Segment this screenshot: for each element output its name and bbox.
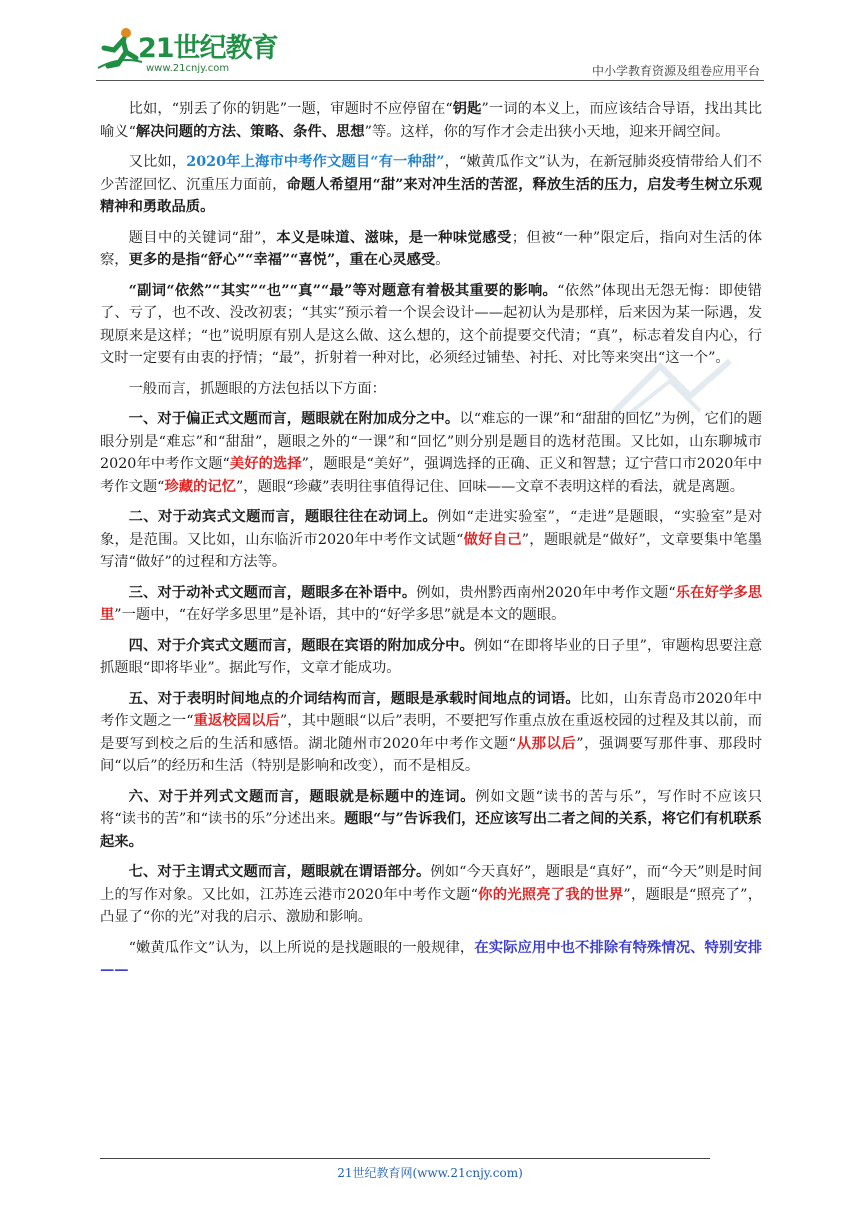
body-text: ”，题眼就是“做好”，文章要集中笔墨写清“做好”的过程和方法等。 <box>100 531 762 570</box>
emphasis-text: 2020年上海市中考作文题目“有一种甜” <box>186 154 445 170</box>
body-text: 比如，“别丢了你的钥匙”一题，审题时不应停留在“ <box>128 101 453 117</box>
emphasis-text: 一、对于偏正式文题而言，题眼就在附加成分之中。 <box>128 411 460 427</box>
emphasis-text: 命题人希望用“甜”来对冲生活的苦涩，释放生活的压力，启发考生树立乐观精神和勇敢品质。 <box>100 176 762 215</box>
paragraph <box>100 280 762 370</box>
header-divider <box>96 80 764 81</box>
paragraph <box>100 151 762 219</box>
paragraph <box>100 582 762 627</box>
body-text: 例如“今天真好”，题眼是“真好”，而“今天”则是时间上的写作对象。又比如，江苏连云港市2020年中考作文题“ <box>100 864 762 903</box>
body-text: ”，其中题眼“以后”表明，不要把写作重点放在重返校园的过程及其以前，而是要写到校之后的生活和感悟。湖北随州市2020年中考作文题“ <box>100 713 762 752</box>
logo <box>96 24 278 78</box>
emphasis-text: “副词“依然”“其实”“也”“真”“最”等对题意有着极其重要的影响。 <box>128 282 558 299</box>
emphasis-text: 做好自己 <box>463 531 522 548</box>
emphasis-text: 三、对于动补式文题而言，题眼多在补语中。 <box>128 584 417 601</box>
body-text: 以“难忘的一课”和“甜甜的回忆”为例，它们的题眼分别是“难忘”和“甜甜”，题眼之外的“一课”和“回忆”则分别是题目的选材范围。又比如，山东聊城市2020年中考作文题“ <box>100 411 762 472</box>
body-text: ；但被“一种”限定后，指向对生活的体察， <box>100 229 763 268</box>
logo-url: www.21cnjy.com <box>146 63 230 74</box>
body-text: 题目中的关键词“甜”， <box>128 229 277 246</box>
emphasis-text: 七、对于主谓式文题而言，题眼就在谓语部分。 <box>128 864 431 880</box>
emphasis-text: 二、对于动宾式文题而言，题眼往往在动词上。 <box>128 509 438 525</box>
header-platform-text: 中小学教育资源及组卷应用平台 <box>591 64 760 78</box>
body-text: ”，强调要写那件事、那段时间“以后”的经历和生活（特别是影响和改变），而不是相反。 <box>100 735 762 774</box>
paragraph <box>100 506 762 574</box>
emphasis-text: 解决问题的方法、策略、条件、思想 <box>135 123 365 140</box>
paragraph <box>100 861 762 929</box>
emphasis-text: 更多的是指“舒心”“幸福”“喜悦”，重在心灵感受 <box>128 252 436 268</box>
body-text: ，“嫩黄瓜作文”认为，在新冠肺炎疫情带给人们不少苦涩回忆、沉重压力面前， <box>100 154 762 193</box>
body-text: ”等。这样，你的写作才会走出狭小天地，迎来开阔空间。 <box>364 123 730 140</box>
body-text: 例如“在即将毕业的日子里”，审题构思要注意抓题眼“即将毕业”。据此写作，文章才能成功。 <box>100 637 763 676</box>
body-text: 又比如， <box>128 154 187 170</box>
emphasis-text: 钥匙 <box>452 101 482 117</box>
body-text: “嫩黄瓜作文”认为，以上所说的是找题眼的一般规律， <box>128 939 475 956</box>
paragraph <box>100 786 762 854</box>
emphasis-text: 本义是味道、滋味，是一种味觉感受 <box>276 229 512 246</box>
logo-text: 21世纪教育 <box>138 33 278 64</box>
body-text: 例如“走进实验室”，“走进”是题眼，“实验室”是对象，是范围。又比如，山东临沂市2020年中考作文试题“ <box>100 509 762 548</box>
body-text: ”一题中，“在好学多思里”是补语，其中的“好学多思”就是本文的题眼。 <box>114 607 566 623</box>
paragraph <box>100 408 762 498</box>
emphasis-text: 美好的选择 <box>229 456 302 472</box>
paragraph <box>100 378 762 401</box>
footer-divider <box>100 1158 710 1159</box>
body-text: 。 <box>435 252 450 268</box>
emphasis-text: 从那以后 <box>516 735 577 752</box>
emphasis-text: 五、对于表明时间地点的介词结构而言，题眼是承载时间地点的词语。 <box>128 690 580 707</box>
paragraph <box>100 227 762 272</box>
emphasis-text: 四、对于介宾式文题而言，题眼在宾语的附加成分中。 <box>128 637 474 654</box>
emphasis-text: 题眼“与”告诉我们，还应该写出二者之间的关系，将它们有机联系起来。 <box>100 811 762 850</box>
paragraph <box>100 635 762 680</box>
runner-logo-icon <box>96 26 144 70</box>
footer-text: 21世纪教育网(www.21cnjy.com) <box>337 1166 523 1180</box>
body-text: ”，题眼是“照亮了”，凸显了“你的光”对我的启示、激励和影响。 <box>100 886 762 925</box>
emphasis-text: 重返校园以后 <box>193 713 280 729</box>
body-text: ”一词的本义上，而应该结合导语，找出其比喻义“ <box>100 101 762 140</box>
emphasis-text: 你的光照亮了我的世界 <box>477 886 624 903</box>
body-text: 比如，山东青岛市2020年中考作文题之一“ <box>100 690 762 729</box>
body-text: ”，题眼“珍藏”表明往事值得记住、回味——文章不表明这样的看法，就是离题。 <box>235 478 745 495</box>
body-text: 一般而言，抓题眼的方法包括以下方面： <box>128 380 386 397</box>
emphasis-text: 在实际应用中也不排除有特殊情况、特别安排—— <box>100 939 762 978</box>
body-text: 例如，贵州黔西南州2020年中考作文题“ <box>416 584 676 601</box>
article-body <box>100 98 762 990</box>
body-text: ”，题眼是“美好”，强调选择的正确、正义和智慧；辽宁营口市2020年中考作文题“ <box>100 456 762 495</box>
emphasis-text: 六、对于并列式文题而言，题眼就是标题中的连词。 <box>128 788 476 805</box>
emphasis-text: 珍藏的记忆 <box>164 478 236 495</box>
body-text: “依然”体现出无怨无悔：即使错了、亏了，也不改、没改初衷；“其实”预示着一个误会设计——起初认为是那样，后来因为某一际遇，发现原来是这样；“也”说明原有别人是这么做、这么想的，这个前提要交代清；“真”，标志着发自内心，行文时一定要有由衷的抒情；“最”，折射着一种对比，必须经过铺垫、衬托、对比等来突出“这一个”。 <box>100 282 762 366</box>
page-header <box>96 24 764 82</box>
paragraph <box>100 937 762 982</box>
paragraph <box>100 98 762 143</box>
paragraph <box>100 688 762 778</box>
body-text: 例如文题“读书的苦与乐”，写作时不应该只将“读书的苦”和“读书的乐”分述出来。 <box>100 788 762 827</box>
emphasis-text: 乐在好学多思里 <box>100 584 763 623</box>
